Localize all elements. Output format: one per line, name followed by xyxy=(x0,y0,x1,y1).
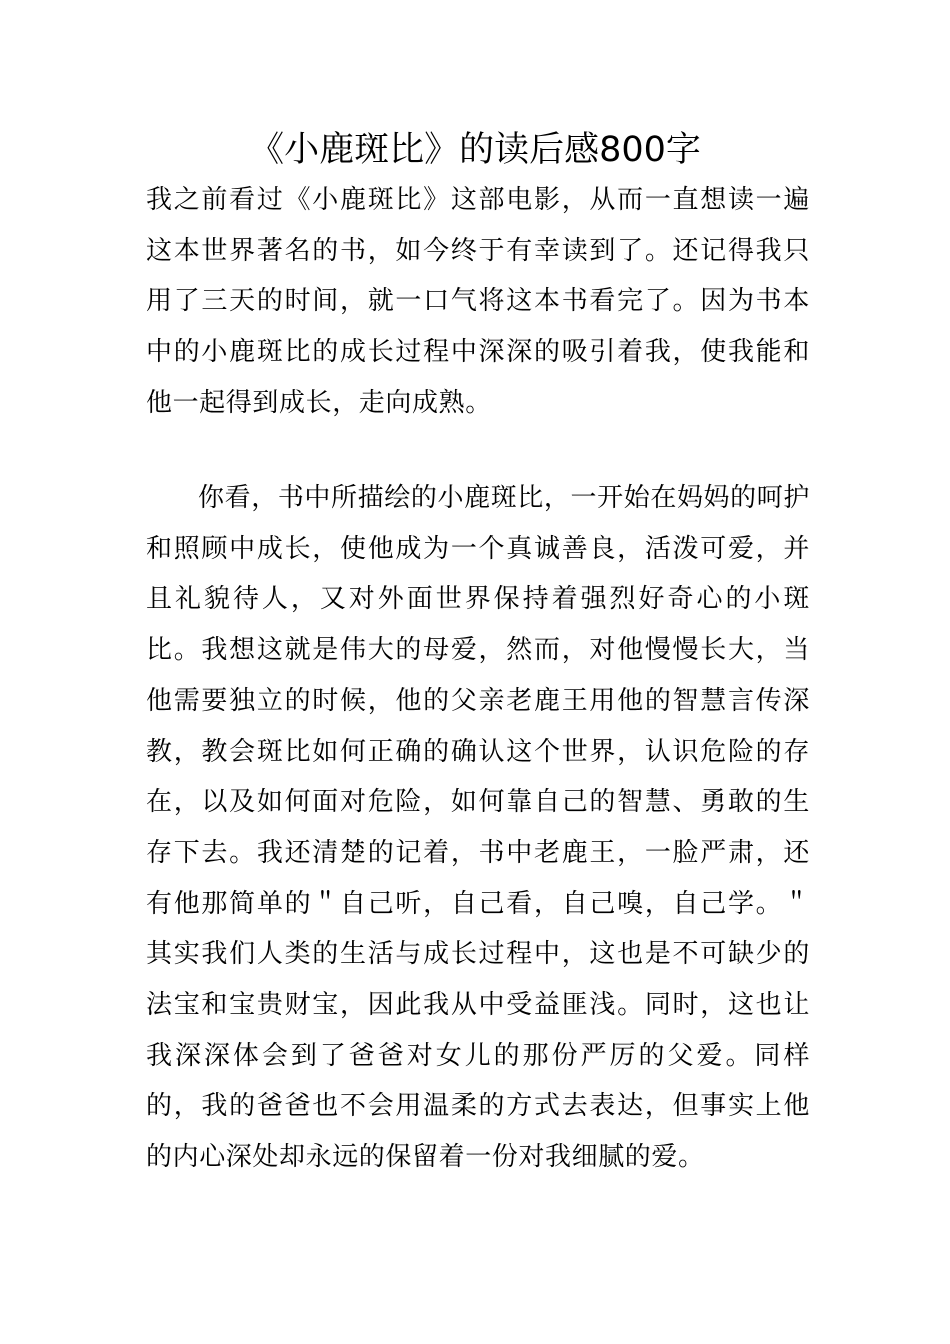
paragraph-2: 你看，书中所描绘的小鹿斑比，一开始在妈妈的呵护和照顾中成长，使他成为一个真诚善良，活泼可爱，并且礼貌待人，又对外面世界保持着强烈好奇心的小斑比。我想这就是伟大的母爱，然而，对他慢慢长大，当他需要独立的时候，他的父亲老鹿王用他的智慧言传深教，教会斑比如何正确的确认这个世界，认识危险的存在，以及如何面对危险，如何靠自己的智慧、勇敢的生存下去。我还清楚的记着，书中老鹿王，一脸严肃，还有他那简单的＂自己听，自己看，自己嗅，自己学。＂其实我们人类的生活与成长过程中，这也是不可缺少的法宝和宝贵财宝，因此我从中受益匪浅。同时，这也让我深深体会到了爸爸对女儿的那份严厉的父爱。同样的，我的爸爸也不会用温柔的方式去表达，但事实上他的内心深处却永远的保留着一份对我细腻的爱。 xyxy=(146,483,810,1173)
document-title: 《小鹿斑比》的读后感800字 xyxy=(249,130,701,170)
paragraph-1: 我之前看过《小鹿斑比》这部电影，从而一直想读一遍这本世界著名的书，如今终于有幸读到了。还记得我只用了三天的时间，就一口气将这本书看完了。因为书本中的小鹿斑比的成长过程中深深的吸引着我，使我能和他一起得到成长，走向成熟。 xyxy=(146,185,810,418)
